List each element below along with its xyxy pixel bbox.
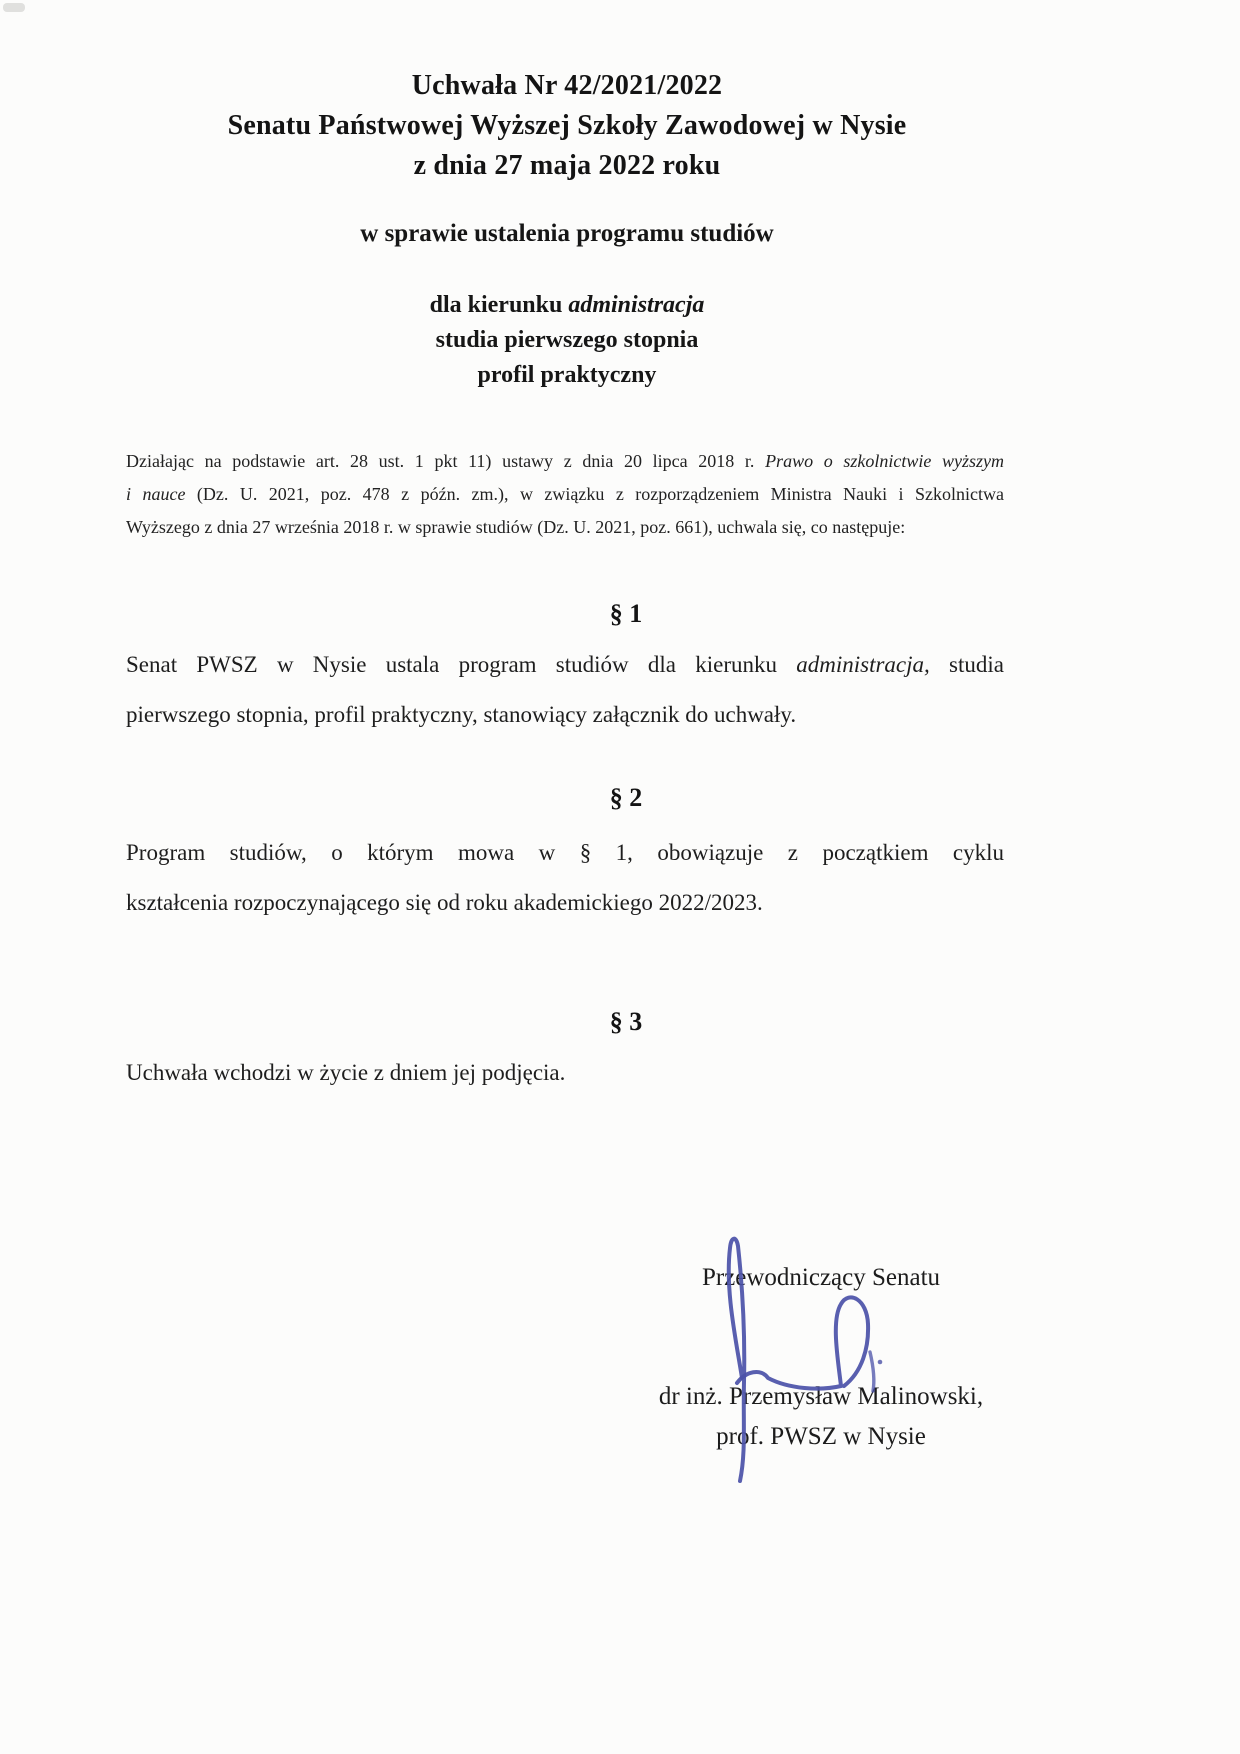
section-1-heading: § 1	[609, 599, 643, 628]
section-3-heading: § 3	[609, 1007, 643, 1036]
signatory-role: Przewodniczący Senatu	[701, 1264, 941, 1291]
section-1-line-1-italic: administracja,	[796, 652, 930, 677]
section-1-line-1-normal: Senat PWSZ w Nysie ustala program studiów dla kierunku	[126, 652, 797, 677]
section-2-line-1: Program studiów, o którym mowa w § 1, obowiązuje z początkiem cyklu	[126, 840, 1004, 865]
title-line-3: z dnia 27 maja 2022 roku	[413, 150, 721, 181]
scan-artifact	[3, 3, 25, 12]
subject-line: w sprawie ustalenia programu studiów	[360, 220, 774, 247]
signature-ink-dot	[878, 1360, 883, 1365]
section-1-line-1	[126, 640, 1004, 690]
signatory-name: dr inż. Przemysław Malinowski,	[658, 1383, 984, 1410]
section-2-heading: § 2	[609, 783, 643, 812]
section-2-line-2: kształcenia rozpoczynającego się od roku akademickiego 2022/2023.	[126, 890, 763, 915]
section-1-line-1-tail: studia	[929, 652, 1004, 677]
section-3-body	[126, 1048, 1004, 1098]
signatory-title: prof. PWSZ w Nysie	[716, 1423, 926, 1450]
document-title	[0, 66, 1134, 186]
signatory-name-block	[620, 1377, 1022, 1457]
section-1-line-2: pierwszego stopnia, profil praktyczny, stanowiący załącznik do uchwały.	[126, 702, 797, 727]
profile-line: profil praktyczny	[477, 362, 657, 388]
section-1-body	[126, 640, 1004, 740]
legal-line-2-normal: (Dz. U. 2021, poz. 478 z późn. zm.), w związku z rozporządzeniem Ministra Nauki i Szkolnictwa	[196, 484, 1004, 504]
legal-line-1-normal: Działając na podstawie art. 28 ust. 1 pkt 11) ustawy z dnia 20 lipca 2018 r.	[126, 451, 766, 471]
signature-stroke-loop	[737, 1297, 868, 1388]
legal-line-2-italic: i nauce	[126, 484, 197, 504]
legal-line-2	[126, 478, 1004, 511]
title-line-2: Senatu Państwowej Wyższej Szkoły Zawodowej w Nysie	[227, 110, 907, 141]
field-name: administracja	[568, 292, 705, 318]
field-line	[0, 288, 1134, 323]
field-prefix: dla kierunku	[429, 292, 569, 318]
section-3-line-1: Uchwała wchodzi w życie z dniem jej podjęcia.	[126, 1060, 566, 1085]
legal-line-1	[126, 445, 1004, 478]
title-line-1: Uchwała Nr 42/2021/2022	[411, 70, 723, 101]
legal-basis-paragraph	[126, 445, 1004, 544]
field-block	[0, 288, 1134, 393]
section-2-body	[126, 828, 1004, 928]
legal-line-1-italic: Prawo o szkolnictwie wyższym	[765, 451, 1004, 471]
legal-line-3: Wyższego z dnia 27 września 2018 r. w sprawie studiów (Dz. U. 2021, poz. 661), uchwala się, co następuje:	[126, 517, 906, 537]
degree-line: studia pierwszego stopnia	[435, 327, 699, 353]
